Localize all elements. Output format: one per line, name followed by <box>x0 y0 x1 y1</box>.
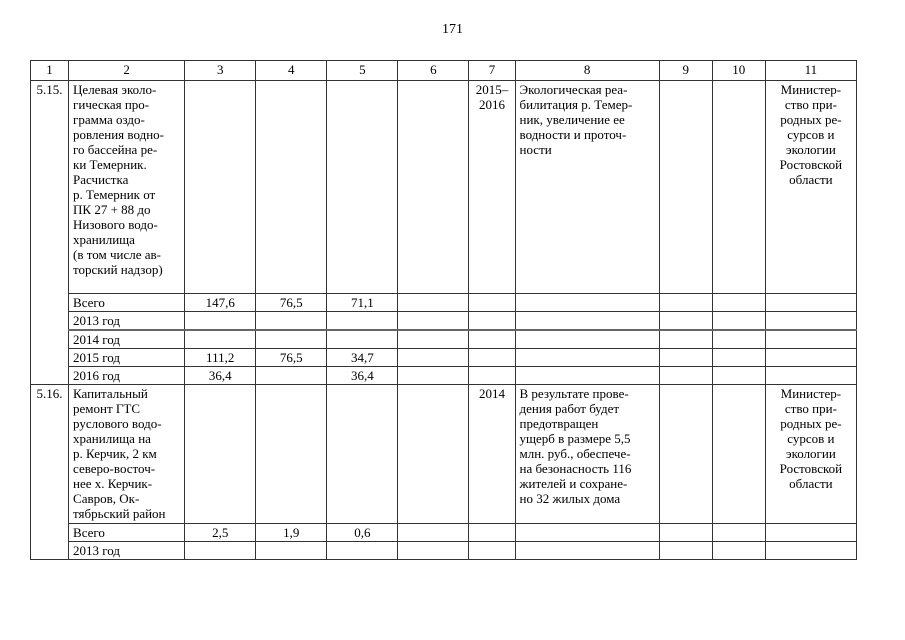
funding-row <box>31 294 857 312</box>
funding-row <box>31 312 857 331</box>
header-row <box>31 61 857 81</box>
funding-label: 2013 год <box>69 542 185 560</box>
funding-federal <box>256 367 327 385</box>
funding-federal <box>256 542 327 560</box>
funding-label: 2014 год <box>69 330 185 349</box>
empty-cell <box>185 385 256 524</box>
header-cell: 1 <box>31 61 69 81</box>
funding-row <box>31 349 857 367</box>
funding-row <box>31 524 857 542</box>
funding-row <box>31 330 857 349</box>
header-cell: 7 <box>469 61 515 81</box>
header-cell: 4 <box>256 61 327 81</box>
funding-total: 36,4 <box>185 367 256 385</box>
funding-federal <box>256 330 327 349</box>
funding-label: 2016 год <box>69 367 185 385</box>
funding-regional <box>327 312 398 331</box>
empty-cell <box>398 385 469 524</box>
funding-regional: 36,4 <box>327 367 398 385</box>
item-name: Целевая эколо- гическая про- грамма оздо- ровления водно- го бассейна ре- ки Темерник. Расчистка р. Темерник от ПК 27 + 88 до Низового водо- хранилища (в том числе ав- торский надзор) <box>69 81 185 294</box>
funding-total <box>185 542 256 560</box>
funding-row <box>31 542 857 560</box>
empty-cell <box>659 81 712 294</box>
empty-cell <box>256 81 327 294</box>
funding-total <box>185 312 256 331</box>
funding-total <box>185 330 256 349</box>
empty-cell <box>398 81 469 294</box>
page-number: 171 <box>442 22 463 37</box>
funding-regional: 0,6 <box>327 524 398 542</box>
empty-cell <box>327 385 398 524</box>
item-result: Экологическая реа- билитация р. Темер- ник, увеличение ее водности и проточ- ности <box>515 81 659 294</box>
funding-federal: 76,5 <box>256 294 327 312</box>
item-number: 5.15. <box>31 81 69 385</box>
funding-regional: 71,1 <box>327 294 398 312</box>
funding-label: 2015 год <box>69 349 185 367</box>
funding-regional: 34,7 <box>327 349 398 367</box>
header-cell: 6 <box>398 61 469 81</box>
funding-regional <box>327 542 398 560</box>
funding-total: 2,5 <box>185 524 256 542</box>
item-years: 2015– 2016 <box>469 81 515 294</box>
funding-label: Всего <box>69 294 185 312</box>
funding-regional <box>327 330 398 349</box>
empty-cell <box>185 81 256 294</box>
item-row <box>31 81 857 294</box>
header-cell: 9 <box>659 61 712 81</box>
header-cell: 10 <box>712 61 765 81</box>
header-cell: 11 <box>765 61 856 81</box>
empty-cell <box>712 81 765 294</box>
header-cell: 5 <box>327 61 398 81</box>
funding-federal <box>256 312 327 331</box>
empty-cell <box>327 81 398 294</box>
item-number: 5.16. <box>31 385 69 560</box>
item-responsible: Министер- ство при- родных ре- сурсов и экологии Ростовской области <box>765 81 856 294</box>
header-cell: 2 <box>69 61 185 81</box>
funding-label: Всего <box>69 524 185 542</box>
funding-federal: 76,5 <box>256 349 327 367</box>
empty-cell <box>256 385 327 524</box>
funding-federal: 1,9 <box>256 524 327 542</box>
item-responsible: Министер- ство при- родных ре- сурсов и экологии Ростовской области <box>765 385 856 524</box>
measures-table <box>30 60 857 560</box>
funding-row <box>31 367 857 385</box>
header-cell: 8 <box>515 61 659 81</box>
empty-cell <box>659 385 712 524</box>
item-result: В результате прове- дения работ будет предотвращен ущерб в размере 5,5 млн. руб., обеспече- на безонасность 116 жителей и сохране- но 32 жилых дома <box>515 385 659 524</box>
funding-total: 147,6 <box>185 294 256 312</box>
funding-total: 111,2 <box>185 349 256 367</box>
empty-cell <box>712 385 765 524</box>
item-row <box>31 385 857 524</box>
funding-label: 2013 год <box>69 312 185 331</box>
header-cell: 3 <box>185 61 256 81</box>
item-years: 2014 <box>469 385 515 524</box>
item-name: Капитальный ремонт ГТС руслового водо- хранилища на р. Керчик, 2 км северо-восточ- нее х. Керчик- Савров, Ок- тябрьский район <box>69 385 185 524</box>
